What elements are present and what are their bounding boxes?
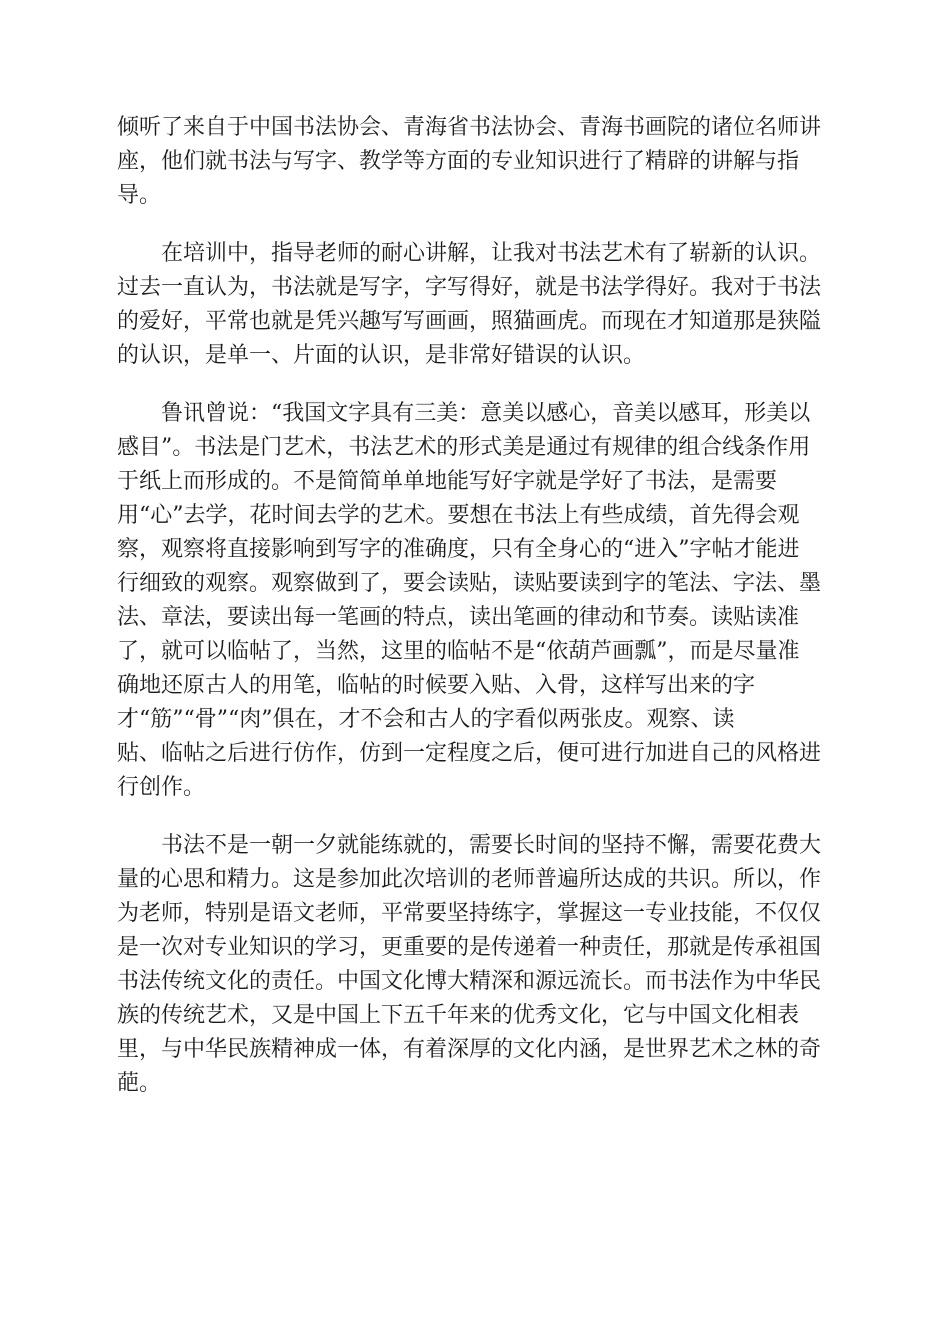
text-line: 书法不是一朝一夕就能练就的，需要长时间的坚持不懈，需要花费大	[161, 833, 822, 858]
text-line: 用“心”去学，花时间去学的艺术。要想在书法上有些成绩，首先得会观	[117, 503, 800, 528]
text-line: 法、章法，要读出每一笔画的特点，读出笔画的律动和节奏。读贴读准	[117, 605, 800, 630]
text-line: 里，与中华民族精神成一体，有着深厚的文化内涵，是世界艺术之林的奇	[117, 1037, 822, 1062]
text-line: 感目”。书法是门艺术，书法艺术的形式美是通过有规律的组合线条作用	[117, 435, 811, 460]
paragraph-4	[117, 829, 833, 1101]
text-line: 行创作。	[117, 775, 206, 800]
text-line: 量的心思和精力。这是参加此次培训的老师普遍所达成的共识。所以，作	[117, 867, 822, 892]
text-line: 行细致的观察。观察做到了，要会读贴，读贴要读到字的笔法、字法、墨	[117, 571, 822, 596]
text-line: 了，就可以临帖了，当然，这里的临帖不是“依葫芦画瓢”，而是尽量准	[117, 639, 800, 664]
text-line: 族的传统艺术，又是中国上下五千年来的优秀文化，它与中国文化相表	[117, 1003, 800, 1028]
text-line: 确地还原古人的用笔，临帖的时候要入贴、入骨，这样写出来的字	[117, 673, 756, 698]
text-line: 才“筋”“骨”“肉”俱在，才不会和古人的字看似两张皮。观察、读	[117, 707, 735, 732]
text-line: 鲁讯曾说：“我国文字具有三美：意美以感心，音美以感耳，形美以	[161, 401, 811, 426]
text-line: 在培训中，指导老师的耐心讲解，让我对书法艺术有了崭新的认识。	[161, 241, 822, 266]
text-line: 导。	[117, 183, 162, 208]
paragraph-1	[117, 111, 833, 213]
text-line: 倾听了来自于中国书法协会、青海省书法协会、青海书画院的诸位名师讲	[117, 115, 822, 140]
text-line: 座，他们就书法与写字、教学等方面的专业知识进行了精辟的讲解与指	[117, 149, 800, 174]
text-line: 的爱好，平常也就是凭兴趣写写画画，照猫画虎。而现在才知道那是狭隘	[117, 309, 822, 334]
document-body	[117, 111, 833, 1125]
text-line: 过去一直认为，书法就是写字，字写得好，就是书法学得好。我对于书法	[117, 275, 822, 300]
text-line: 葩。	[117, 1071, 162, 1096]
text-line: 于纸上而形成的。不是简简单单地能写好字就是学好了书法，是需要	[117, 469, 778, 494]
text-line: 察，观察将直接影响到写字的准确度，只有全身心的“进入”字帖才能进	[117, 537, 800, 562]
text-line: 是一次对专业知识的学习，更重要的是传递着一种责任，那就是传承祖国	[117, 935, 822, 960]
text-line: 贴、临帖之后进行仿作，仿到一定程度之后，便可进行加进自己的风格进	[117, 741, 822, 766]
paragraph-2	[117, 237, 833, 373]
paragraph-3	[117, 397, 833, 805]
text-line: 书法传统文化的责任。中国文化博大精深和源远流长。而书法作为中华民	[117, 969, 822, 994]
text-line: 的认识，是单一、片面的认识，是非常好错误的认识。	[117, 343, 646, 368]
text-line: 为老师，特别是语文老师，平常要坚持练字，掌握这一专业技能，不仅仅	[117, 901, 822, 926]
